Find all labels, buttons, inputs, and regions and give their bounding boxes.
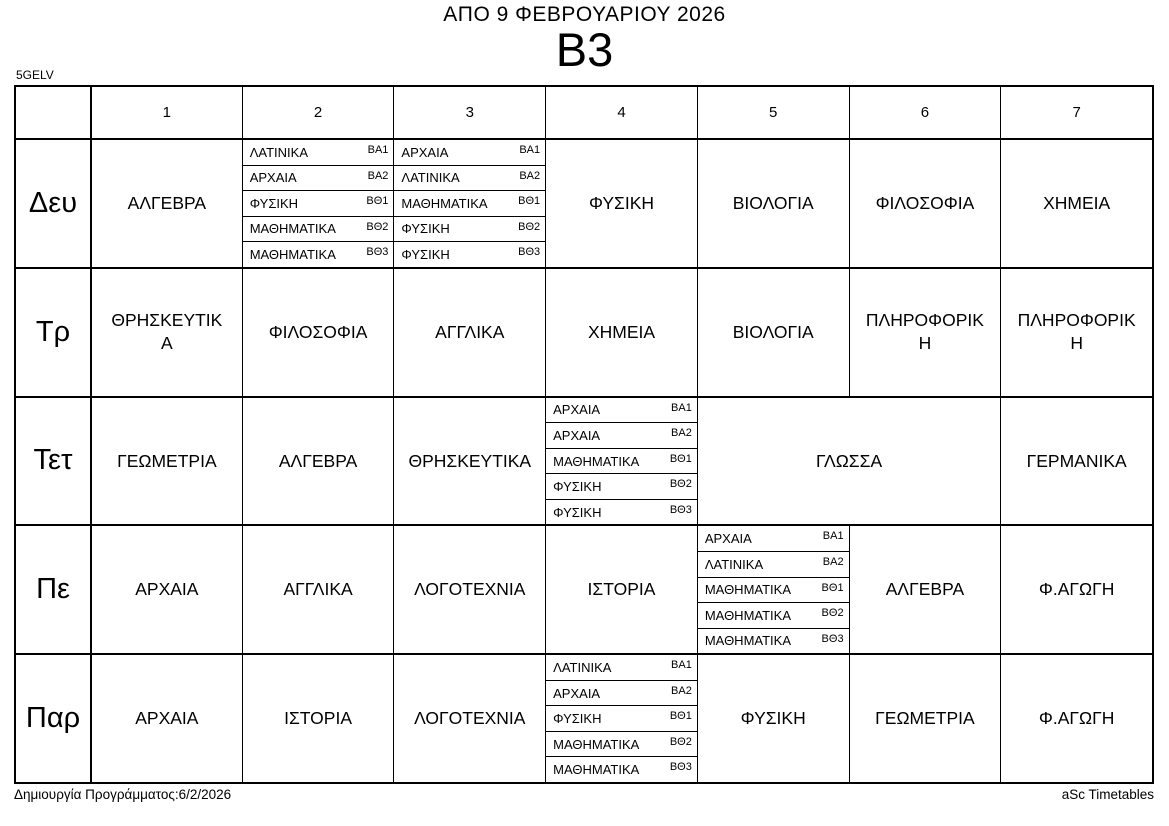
group-entry	[546, 681, 697, 707]
subject-label: ΛΟΓΟΤΕΧΝΙΑ	[414, 579, 526, 600]
period-number: 4	[617, 104, 626, 121]
period-header-cell	[242, 87, 394, 138]
subject-label: ΛΑΤΙΝΙΚΑ	[401, 170, 460, 186]
day-label-cell	[16, 267, 90, 396]
group-entry	[394, 166, 545, 192]
subject-label: ΑΓΓΛΙΚΑ	[435, 321, 505, 342]
day-label-cell	[16, 653, 90, 782]
subject-label: ΙΣΤΟΡΙΑ	[284, 708, 352, 729]
group-entry	[243, 191, 394, 217]
group-entry	[698, 526, 849, 552]
period-header-cell	[90, 87, 242, 138]
group-entry	[394, 242, 545, 267]
lesson-cell	[90, 138, 242, 267]
lesson-cell	[1000, 267, 1152, 396]
footer-app-name: aSc Timetables	[1061, 787, 1154, 802]
group-lesson-cell	[545, 396, 697, 525]
subject-label: ΦΥΣΙΚΗ	[401, 221, 450, 237]
lesson-cell	[849, 138, 1001, 267]
subject-label: ΑΡΧΑΙΑ	[249, 170, 297, 186]
group-code-label: ΒΑ2	[671, 427, 692, 440]
period-header-cell	[1000, 87, 1152, 138]
period-number: 2	[313, 104, 323, 121]
lesson-cell	[393, 396, 545, 525]
subject-label: ΘΡΗΣΚΕΥΤΙΚΑ	[111, 310, 223, 354]
subject-label: ΜΑΘΗΜΑΤΙΚΑ	[401, 195, 488, 211]
corner-cell	[16, 87, 90, 138]
group-code-label: ΒΘ3	[821, 632, 844, 645]
group-entry	[243, 140, 394, 166]
group-code-label: ΒΘ2	[821, 607, 844, 620]
subject-label: ΒΙΟΛΟΓΙΑ	[732, 321, 814, 342]
group-code-label: ΒΑ1	[822, 530, 844, 543]
group-entry	[243, 166, 394, 192]
lesson-cell	[242, 267, 394, 396]
group-lesson-cell	[545, 653, 697, 782]
group-code-label: ΒΘ3	[669, 503, 692, 516]
lesson-cell	[90, 653, 242, 782]
subject-label: ΦΙΛΟΣΟΦΙΑ	[268, 321, 368, 342]
subject-label: ΑΛΓΕΒΡΑ	[127, 193, 207, 214]
group-code-label: ΒΘ2	[669, 478, 692, 491]
lesson-cell	[697, 396, 1000, 525]
period-header-cell	[849, 87, 1001, 138]
group-code-label: ΒΘ3	[669, 761, 692, 774]
subject-label: ΑΡΧΑΙΑ	[704, 531, 752, 547]
group-code-label: ΒΘ1	[366, 195, 389, 208]
day-label: Πε	[36, 573, 70, 606]
group-lesson-cell	[242, 138, 394, 267]
subject-label: ΜΑΘΗΜΑΤΙΚΑ	[704, 633, 792, 649]
group-entry	[546, 732, 697, 758]
subject-label: Φ.ΑΓΩΓΗ	[1038, 579, 1115, 600]
subject-label: ΜΑΘΗΜΑΤΙΚΑ	[553, 453, 640, 469]
subject-label: ΦΥΣΙΚΗ	[553, 504, 602, 520]
lesson-cell	[545, 524, 697, 653]
lesson-cell	[697, 653, 849, 782]
lesson-cell	[90, 267, 242, 396]
period-number: 3	[465, 104, 474, 121]
lesson-cell	[849, 653, 1001, 782]
timetable-grid	[14, 85, 1154, 784]
subject-label: ΜΑΘΗΜΑΤΙΚΑ	[553, 762, 640, 778]
lesson-cell	[545, 267, 697, 396]
day-label: Τετ	[33, 444, 73, 477]
period-header-cell	[393, 87, 545, 138]
group-code-label: ΒΑ1	[671, 401, 692, 414]
subject-label: ΧΗΜΕΙΑ	[1043, 193, 1111, 214]
subject-label: ΙΣΤΟΡΙΑ	[587, 579, 656, 600]
lesson-cell	[1000, 653, 1152, 782]
lesson-cell	[1000, 396, 1152, 525]
day-label-cell	[16, 138, 90, 267]
group-lesson-cell	[393, 138, 545, 267]
subject-label: ΓΕΩΜΕΤΡΙΑ	[875, 708, 975, 729]
subject-label: ΦΙΛΟΣΟΦΙΑ	[875, 193, 975, 214]
group-code-label: ΒΑ1	[671, 659, 692, 672]
group-code-label: ΒΘ3	[518, 246, 541, 259]
subject-label: ΛΟΓΟΤΕΧΝΙΑ	[414, 708, 526, 729]
subject-label: ΑΡΧΑΙΑ	[553, 427, 601, 443]
subject-label: ΠΛΗΡΟΦΟΡΙΚΗ	[865, 310, 984, 354]
subject-label: ΒΙΟΛΟΓΙΑ	[732, 193, 814, 214]
group-entry	[394, 140, 545, 166]
subject-label: ΓΛΩΣΣΑ	[816, 450, 883, 471]
lesson-cell	[545, 138, 697, 267]
lesson-cell	[393, 524, 545, 653]
lesson-cell	[242, 396, 394, 525]
subject-label: ΑΛΓΕΒΡΑ	[278, 450, 358, 471]
group-entry	[546, 706, 697, 732]
subject-label: ΛΑΤΙΝΙΚΑ	[249, 144, 308, 160]
group-entry	[698, 552, 849, 578]
day-label-cell	[16, 396, 90, 525]
period-number: 7	[1072, 104, 1081, 121]
group-entry	[546, 655, 697, 681]
lesson-cell	[1000, 138, 1152, 267]
group-entry	[698, 603, 849, 629]
group-entry	[243, 217, 394, 243]
period-header-cell	[545, 87, 697, 138]
subject-label: ΜΑΘΗΜΑΤΙΚΑ	[249, 247, 336, 263]
group-lesson-cell	[697, 524, 849, 653]
subject-label: ΦΥΣΙΚΗ	[401, 247, 450, 263]
group-entry	[546, 474, 697, 500]
group-entry	[546, 423, 697, 449]
day-label-cell	[16, 524, 90, 653]
group-code-label: ΒΑ2	[367, 169, 389, 182]
group-code-label: ΒΘ2	[669, 735, 692, 748]
group-entry	[698, 629, 849, 654]
footer-creation-date: Δημιουργία Προγράμματος:6/2/2026	[14, 787, 232, 802]
subject-label: ΛΑΤΙΝΙΚΑ	[553, 659, 612, 675]
group-code-label: ΒΘ2	[518, 220, 541, 233]
subject-label: ΘΡΗΣΚΕΥΤΙΚΑ	[408, 450, 532, 471]
subject-label: ΑΡΧΑΙΑ	[553, 402, 601, 418]
subject-label: ΦΥΣΙΚΗ	[553, 711, 602, 727]
lesson-cell	[90, 396, 242, 525]
subject-label: Φ.ΑΓΩΓΗ	[1038, 708, 1115, 729]
lesson-cell	[242, 653, 394, 782]
group-entry	[394, 191, 545, 217]
subject-label: ΦΥΣΙΚΗ	[553, 479, 602, 495]
day-label: Τρ	[35, 315, 71, 348]
subject-label: ΦΥΣΙΚΗ	[249, 195, 299, 211]
group-code-label: ΒΘ1	[669, 452, 692, 465]
group-entry	[546, 398, 697, 424]
period-number: 6	[920, 104, 930, 121]
group-code-label: ΒΑ1	[519, 144, 541, 156]
group-code-label: ΒΘ1	[518, 195, 541, 208]
subject-label: ΑΡΧΑΙΑ	[135, 579, 199, 600]
group-code-label: ΒΑ2	[671, 684, 692, 697]
subject-label: ΜΑΘΗΜΑΤΙΚΑ	[249, 221, 336, 237]
lesson-cell	[393, 267, 545, 396]
period-header-cell	[697, 87, 849, 138]
period-number: 5	[769, 104, 778, 121]
subject-label: ΓΕΩΜΕΤΡΙΑ	[117, 450, 217, 471]
group-code-label: ΒΑ2	[822, 555, 844, 568]
lesson-cell	[242, 524, 394, 653]
group-entry	[546, 449, 697, 475]
group-code-label: ΒΘ3	[366, 246, 389, 259]
subject-label: ΜΑΘΗΜΑΤΙΚΑ	[704, 582, 792, 598]
timetable-code: 5GELV	[16, 68, 54, 82]
day-label: Δευ	[28, 186, 78, 219]
subject-label: ΑΓΓΛΙΚΑ	[283, 579, 353, 600]
class-title: Β3	[555, 23, 614, 76]
group-code-label: ΒΑ1	[367, 144, 389, 156]
subject-label: ΑΡΧΑΙΑ	[553, 685, 601, 701]
group-code-label: ΒΑ2	[519, 169, 541, 182]
lesson-cell	[697, 138, 849, 267]
subject-label: ΑΡΧΑΙΑ	[401, 144, 449, 160]
date-range-title: ΑΠΟ 9 ΦΕΒΡΟΥΑΡΙΟΥ 2026	[443, 3, 726, 26]
subject-label: ΛΑΤΙΝΙΚΑ	[704, 556, 764, 572]
subject-label: ΦΥΣΙΚΗ	[588, 193, 655, 214]
subject-label: ΑΡΧΑΙΑ	[135, 708, 199, 729]
subject-label: ΓΕΡΜΑΝΙΚΑ	[1026, 450, 1127, 471]
subject-label: ΜΑΘΗΜΑΤΙΚΑ	[704, 607, 792, 623]
period-number: 1	[162, 104, 172, 121]
group-code-label: ΒΘ1	[821, 581, 844, 594]
group-entry	[698, 578, 849, 604]
lesson-cell	[393, 653, 545, 782]
group-entry	[394, 217, 545, 243]
lesson-cell	[90, 524, 242, 653]
lesson-cell	[697, 267, 849, 396]
lesson-cell	[1000, 524, 1152, 653]
subject-label: ΑΛΓΕΒΡΑ	[885, 579, 965, 600]
group-entry	[243, 242, 394, 267]
subject-label: ΧΗΜΕΙΑ	[587, 321, 656, 342]
group-entry	[546, 757, 697, 782]
lesson-cell	[849, 524, 1001, 653]
group-code-label: ΒΘ1	[669, 710, 692, 723]
group-code-label: ΒΘ2	[366, 220, 389, 233]
subject-label: ΠΛΗΡΟΦΟΡΙΚΗ	[1017, 310, 1136, 354]
group-entry	[546, 500, 697, 525]
subject-label: ΜΑΘΗΜΑΤΙΚΑ	[553, 736, 640, 752]
lesson-cell	[849, 267, 1001, 396]
subject-label: ΦΥΣΙΚΗ	[740, 708, 806, 729]
day-label: Παρ	[25, 702, 81, 735]
